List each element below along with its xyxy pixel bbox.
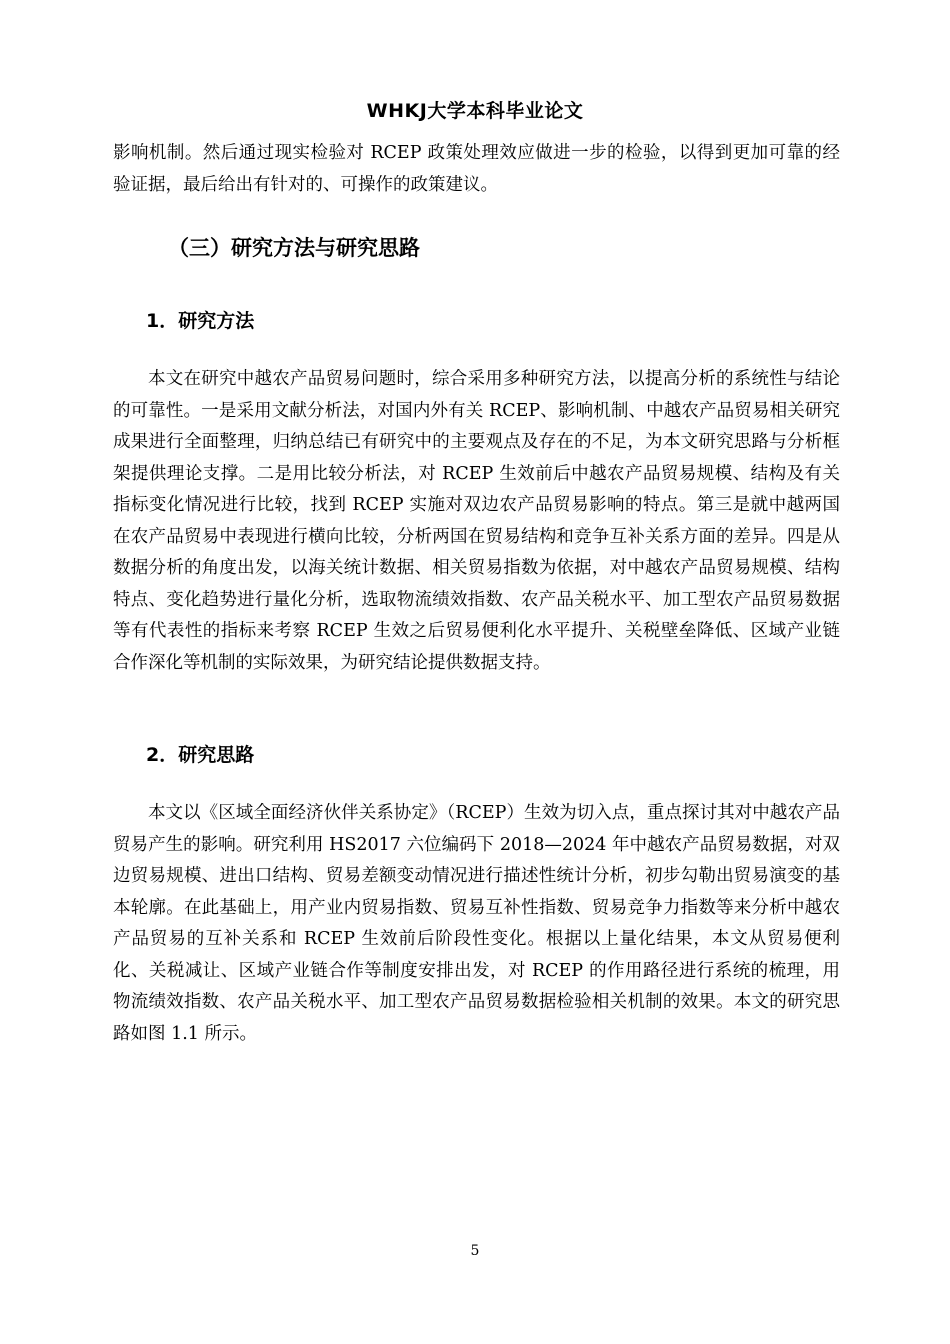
subsection-2-paragraph: 本文以《区域全面经济伙伴关系协定》（RCEP）生效为切入点，重点探讨其对中越农产品贸易产生的影响。研究利用 HS2017 六位编码下 2018—2024 年中越农产品贸易数据，对双边贸易规模、进出口结构、贸易差额变动情况进行描述性统计分析，初步勾勒出贸易演变的基本轮廓。在此基础上，用产业内贸易指数、贸易互补性指数、贸易竞争力指数等来分析中越农产品贸易的互补关系和 RCEP 生效前后阶段性变化。根据以上量化结果，本文从贸易便利化、关税减让、区域产业链合作等制度安排出发，对 RCEP 的作用路径进行系统的梳理，用物流绩效指数、农产品关税水平、加工型农产品贸易数据检验相关机制的效果。本文的研究思路如图 1.1 所示。 — [113, 803, 840, 1044]
section-heading: （三）研究方法与研究思路 — [168, 236, 420, 260]
subsection-1-paragraph-block — [113, 364, 840, 679]
subsection-1-paragraph: 本文在研究中越农产品贸易问题时，综合采用多种研究方法，以提高分析的系统性与结论的可靠性。一是采用文献分析法，对国内外有关 RCEP、影响机制、中越农产品贸易相关研究成果进行全面整理，归纳总结已有研究中的主要观点及存在的不足，为本文研究思路与分析框架提供理论支撑。二是用比较分析法，对 RCEP 生效前后中越农产品贸易规模、结构及有关指标变化情况进行比较，找到 RCEP 实施对双边农产品贸易影响的特点。第三是就中越两国在农产品贸易中表现进行横向比较，分析两国在贸易结构和竞争互补关系方面的差异。四是从数据分析的角度出发，以海关统计数据、相关贸易指数为依据，对中越农产品贸易规模、结构特点、变化趋势进行量化分析，选取物流绩效指数、农产品关税水平、加工型农产品贸易数据等有代表性的指标来考察 RCEP 生效之后贸易便利化水平提升、关税壁垒降低、区域产业链合作深化等机制的实际效果，为研究结论提供数据支持。 — [113, 369, 840, 673]
running-header: WHKJ大学本科毕业论文 — [366, 100, 584, 122]
intro-paragraph-block — [113, 138, 840, 201]
page-number: 5 — [470, 1243, 480, 1259]
subsection-2-paragraph-block — [113, 798, 840, 1050]
intro-paragraph: 影响机制。然后通过现实检验对 RCEP 政策处理效应做进一步的检验，以得到更加可靠的经验证据，最后给出有针对的、可操作的政策建议。 — [113, 143, 840, 195]
subsection-1-heading: 1．研究方法 — [146, 310, 255, 332]
subsection-2-heading: 2．研究思路 — [146, 744, 255, 766]
